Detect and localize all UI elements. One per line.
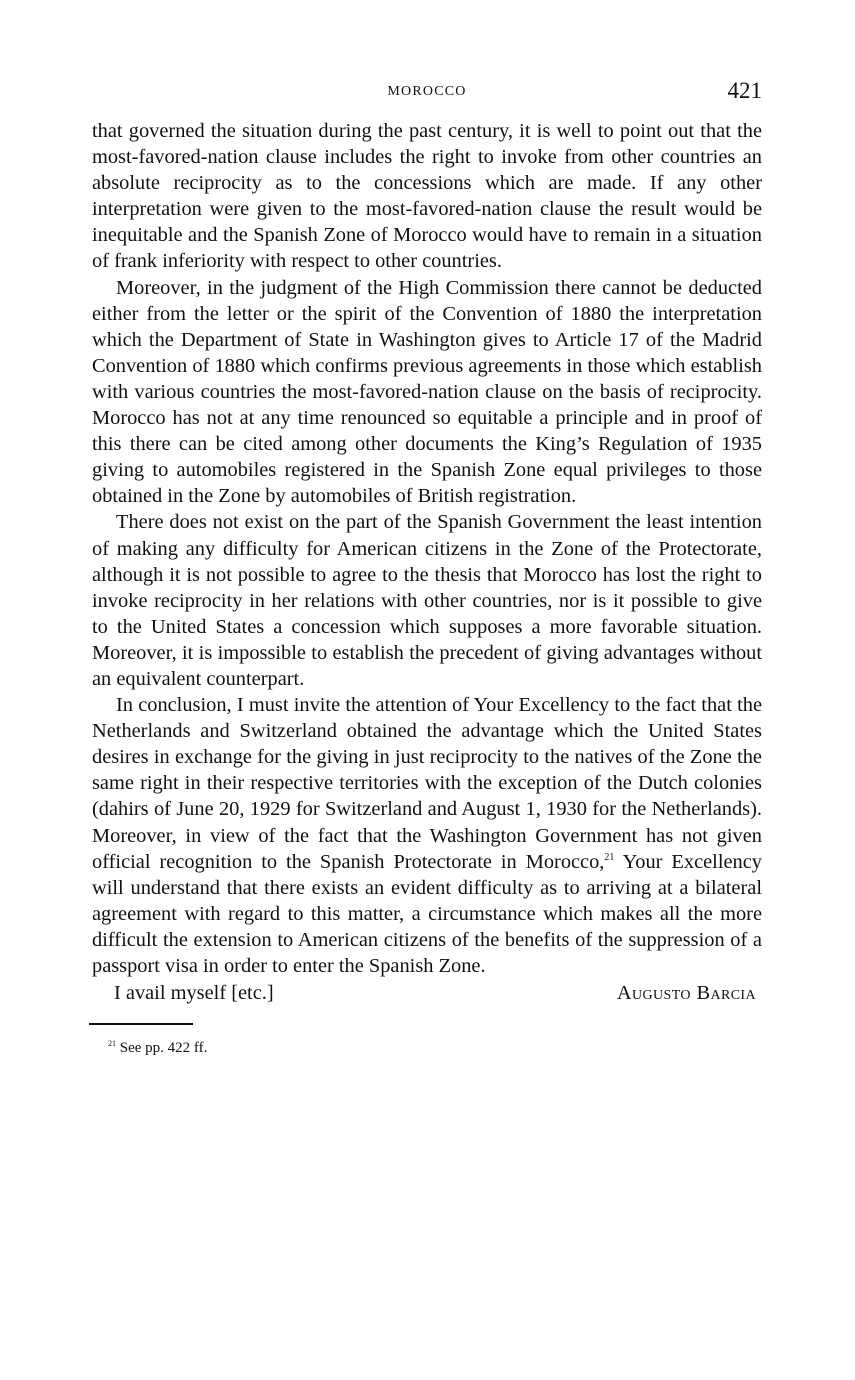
closing-formula: I avail myself [etc.] <box>114 982 274 1005</box>
document-page <box>92 80 762 1058</box>
paragraph-continued: that governed the situation during the past century, it is well to point out that the most-favored-nation clause includes the right to invoke from other countries an absolute reciprocity as to the concessions which are made. If any other interpretation were given to the most-favored-nation clause the result would be inequitable and the Spanish Zone of Morocco would have to remain in a situation of frank inferiority with respect to other countries. <box>92 120 762 273</box>
footnote-number: 21 <box>108 1039 116 1049</box>
running-header <box>92 80 762 106</box>
footnote-divider <box>89 1023 193 1025</box>
paragraph-spanish-government: There does not exist on the part of the Spanish Government the least intention of making any difficulty for American citizens in the Zone of the Protectorate, although it is not possible to agree to the thesis that Morocco has lost the right to invoke reciprocity in her relations with other countries, nor is it possible to give to the United States a concession which supposes a more favorable situation. Moreover, it is impossible to establish the precedent of giving advantages without an equivalent counterpart. <box>92 511 762 690</box>
page-number: 421 <box>727 78 762 103</box>
footnote-reference: 21 <box>604 851 615 863</box>
signature: Augusto Barcia <box>616 982 756 1005</box>
paragraph-conclusion-continued: Your Excellency will understand that there exists an evident difficulty as to arriving at a bilateral agreement with regard to this matter, a circumstance which makes all the more difficult the extension to American citizens of the benefits of the suppression of a passport visa in order to enter the Spanish Zone. <box>92 850 762 977</box>
closing-line <box>92 980 762 1006</box>
paragraph-conclusion <box>92 692 762 979</box>
paragraph-conclusion-text: In conclusion, I must invite the attention of Your Excellency to the fact that the Netherlands and Switzerland obtained the advantage which the United States desires in exchange for the giving in just reciprocity to the natives of the Zone the same right in their respective territories with the exception of the Dutch colonies (dahirs of June 20, 1929 for Switzerland and August 1, 1930 for the Netherlands). Moreover, in view of the fact that the Washington Government has not given official recognition to the Spanish Protectorate in Morocco, <box>92 694 762 873</box>
footnote <box>92 1038 762 1058</box>
body-text <box>92 118 762 979</box>
running-title: MOROCCO <box>387 84 467 99</box>
paragraph-high-commission: Moreover, in the judgment of the High Commission there cannot be deducted either from the letter or the spirit of the Convention of 1880 the interpretation which the Department of State in Washington gives to Article 17 of the Madrid Convention of 1880 which confirms previous agreements in those which establish with various countries the most-favored-nation clause on the basis of reciprocity. Morocco has not at any time renounced so equitable a principle and in proof of this there can be cited among other documents the King’s Regulation of 1935 giving to automobiles registered in the Spanish Zone equal privileges to those obtained in the Zone by automobiles of British registration. <box>92 276 762 508</box>
footnote-text: See pp. 422 ff. <box>119 1040 208 1057</box>
